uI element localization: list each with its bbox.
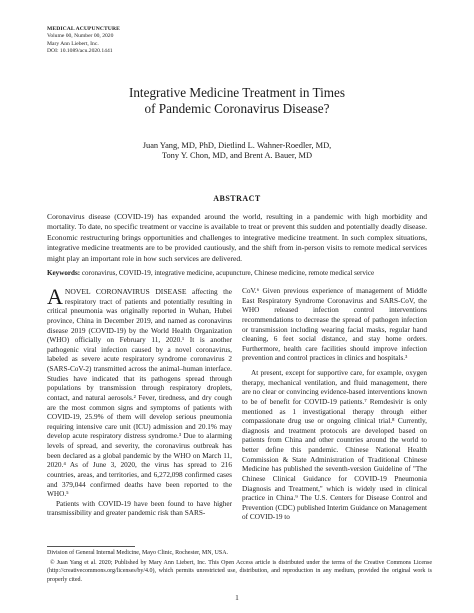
keywords-list: coronavirus, COVID-19, integrative medicine, acupuncture, Chinese medicine, remote medical service — [81, 269, 375, 277]
title-line-1: Integrative Medicine Treatment in Times — [128, 85, 346, 100]
body-column-left — [47, 284, 232, 519]
author-affiliation: Division of General Internal Medicine, Mayo Clinic, Rochester, MN, USA. — [47, 550, 229, 556]
abstract-heading: ABSTRACT — [213, 194, 261, 203]
abstract-text: Coronavirus disease (COVID-19) has expanded around the world, resulting in a pandemic with high morbidity and mortality. To date, no specific treatment or vaccine is available to treat or prevent this sudden and potentially deadly disease. Economic restructuring brings opportunities and challenges to integrative medicine treatment. In such complex situations, integrative medicine treatments are to be provided cautiously, and the shift from in-person visits to remote medical services might play an important role in how such services are delivered. — [47, 212, 427, 263]
authors-line-2: Tony Y. Chon, MD, and Brent A. Bauer, MD — [161, 151, 313, 161]
drop-cap: A — [47, 284, 63, 309]
intro-text: affecting the respiratory tract of patients and potentially resulting in critical pneumonia was originally reported in Wuhan, Hubei province, China in December 2019, and named as coronavirus disease 2019 (COVID-19) by the World Health Organization (WHO) officially on February 11, 2020.¹ It is another pathogenic viral infection caused by a novel coronavirus, labeled as severe acute respiratory syndrome coronavirus 2 (SARS-CoV-2) transmitted across the animal–human interface. Studies have indicated that its pathogens spread through populations by transmission through respiratory droplets, contact, and natural aerosols.² Fever, tiredness, and dry cough are the most common signs and symptoms of patients with COVID-19, 25.9% of them will develop serious pneumonia requiring intensive care unit (ICU) admission and 20.1% may develop acute respiratory distress syndrome.³ Due to alarming levels of spread, and severity, the coronavirus outbreak has been declared as a global pandemic by the WHO on March 11, 2020.⁴ As of June 3, 2020, the virus has spread to 216 countries, areas, and territories, and 6,272,098 confirmed cases and 379,044 confirmed deaths have been reported to the WHO.⁵ — [47, 288, 232, 499]
body-column-right — [242, 287, 427, 523]
journal-name: MEDICAL ACUPUNCTURE — [47, 26, 120, 32]
journal-publisher: Mary Ann Liebert, Inc. — [47, 40, 99, 47]
article-title — [40, 85, 434, 117]
license-notice — [47, 559, 432, 584]
page-number: 1 — [235, 593, 239, 602]
license-text: © Juan Yang et al. 2020; Published by Mary Ann Liebert, Inc. This Open Access article is distributed under the terms of the Creative Commons License (http://creativecommons.org/licenses/by/4.0), which permits unrestricted use, distribution, and reproduction in any medium, provided the original work is properly cited. — [47, 560, 432, 583]
journal-doi: DOI: 10.1089/acu.2020.1441 — [47, 47, 113, 54]
keywords — [47, 269, 432, 279]
paragraph-4: At present, except for supportive care, for example, oxygen therapy, mechanical ventilation, and fluid management, there are no clear or convincing evidence-based interventions known to be of benefit for COVID-19 patients.⁷ Remdesivir is only mentioned as 1 investigational therapy through either compassionate drug use or ongoing clinical trial.⁸ Currently, diagnosis and treatment protocols are developed based on patients from China and other countries around the world to better define this pandemic. Chinese National Health Commission & State Administration of Traditional Chinese Medicine has published the seventh-version Guideline of ''The Chinese Clinical Guidance for COVID-19 Pneumonia Diagnosis and Treatment,'' which is widely used in clinical practice in China.⁹ The U.S. Centers for Disease Control and Prevention (CDC) published Interim Guidance on Management of COVID-19 to — [242, 369, 427, 522]
author-list — [40, 141, 434, 162]
journal-header — [47, 26, 120, 55]
paragraph-2: Patients with COVID-19 have been found to have higher transmissibility and greater pandemic risk than SARS- — [47, 499, 232, 518]
journal-volume: Volume 00, Number 00, 2020 — [47, 33, 114, 40]
title-line-2: of Pandemic Coronavirus Disease? — [144, 101, 330, 116]
intro-small-caps: NOVEL CORONAVIRUS DISEASE — [64, 287, 187, 296]
keywords-label: Keywords: — [47, 269, 81, 277]
footnote-divider — [47, 546, 135, 547]
intro-paragraph — [47, 284, 232, 500]
authors-line-1: Juan Yang, MD, PhD, Dietlind L. Wahner-Roedler, MD, — [142, 141, 332, 150]
paragraph-3: CoV.⁶ Given previous experience of management of Middle East Respiratory Syndrome Coronavirus and SARS-CoV, the WHO released infection control interventions recommendations to decrease the spread of pathogen infection or transmission including wearing facial masks, regular hand cleaning, 6 feet social distance, and stay home orders. Furthermore, health care facilities should improve infection prevention and control practices in clinics and hospitals.³ — [242, 287, 427, 363]
